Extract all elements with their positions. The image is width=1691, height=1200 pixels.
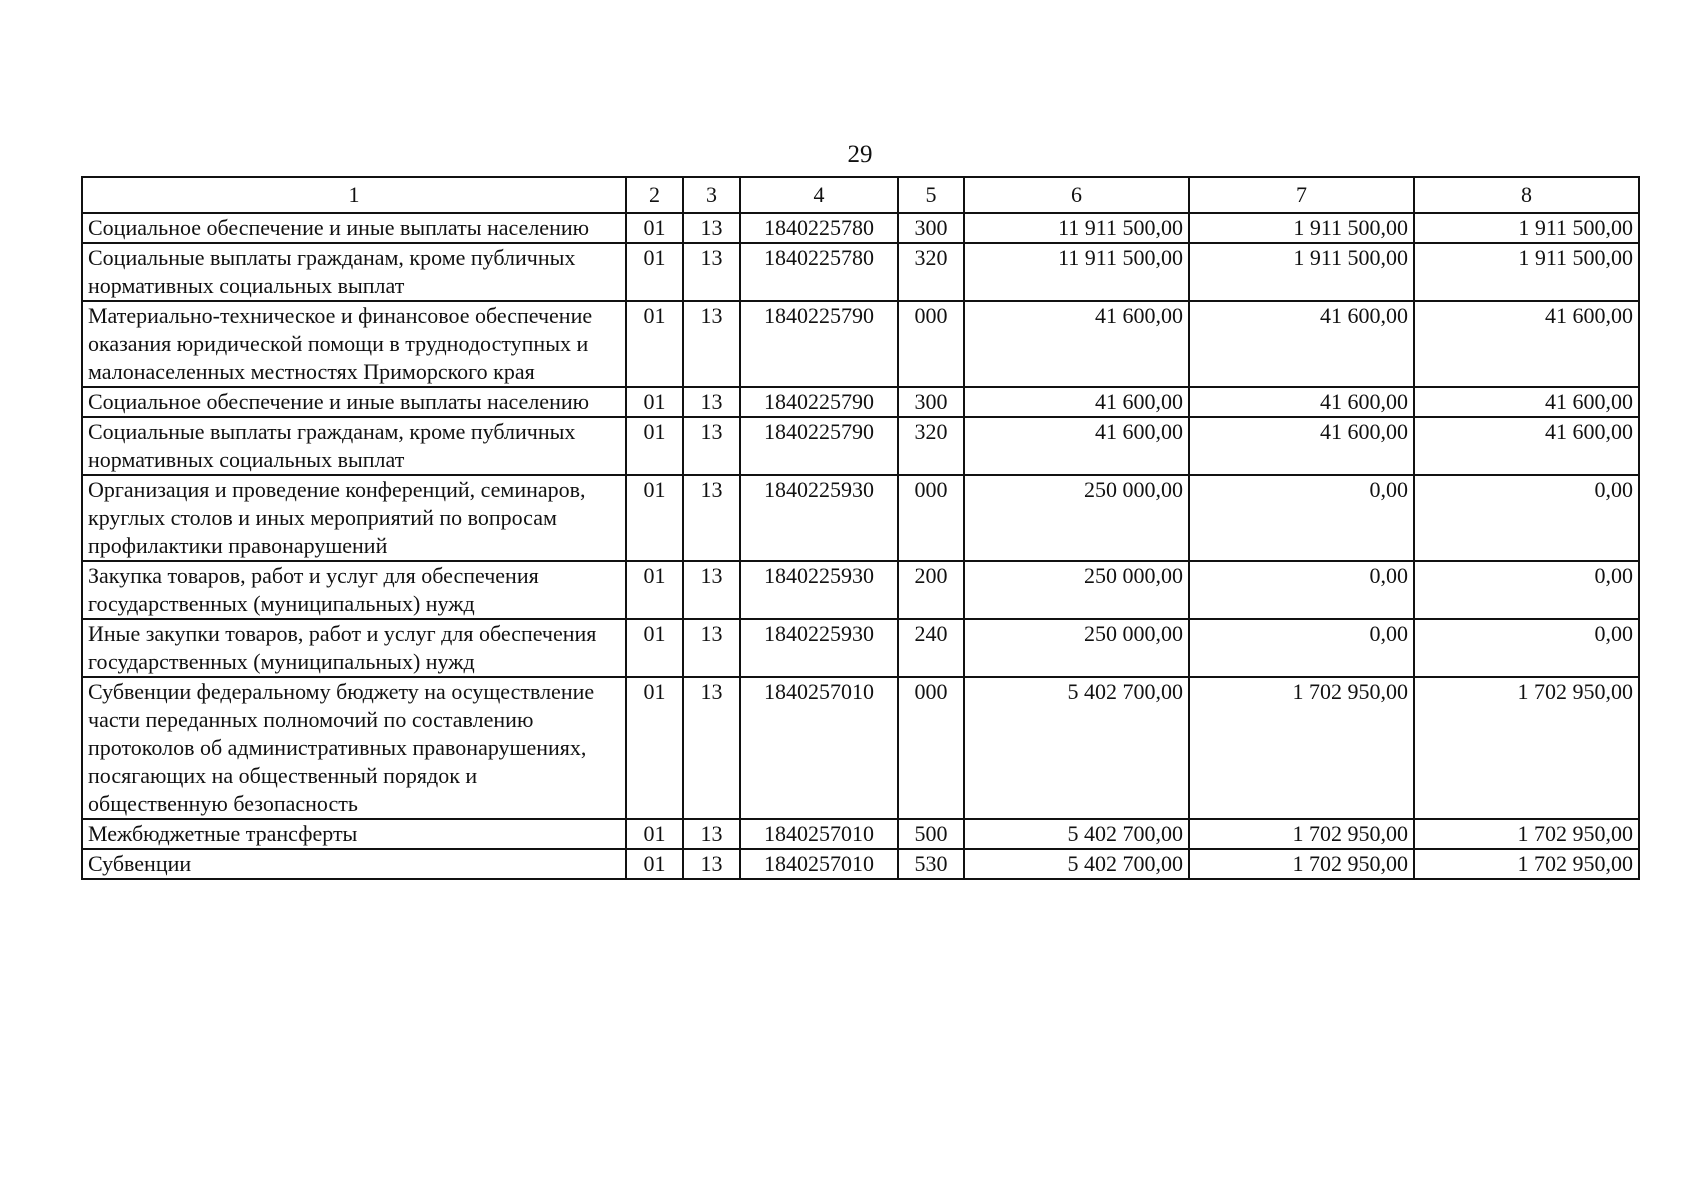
expense-type-code: 320 xyxy=(898,417,964,475)
table-row xyxy=(82,387,1639,417)
amount-col-7: 41 600,00 xyxy=(1189,417,1414,475)
row-name: Социальные выплаты гражданам, кроме публичных нормативных социальных выплат xyxy=(82,417,626,475)
section-code: 01 xyxy=(626,213,683,243)
section-code: 01 xyxy=(626,849,683,879)
budget-table xyxy=(81,176,1640,880)
row-name: Социальные выплаты гражданам, кроме публичных нормативных социальных выплат xyxy=(82,243,626,301)
section-code: 01 xyxy=(626,819,683,849)
amount-col-6: 41 600,00 xyxy=(964,301,1189,387)
table-row xyxy=(82,301,1639,387)
subsection-code: 13 xyxy=(683,475,740,561)
amount-col-6: 5 402 700,00 xyxy=(964,819,1189,849)
row-name: Иные закупки товаров, работ и услуг для обеспечения государственных (муниципальных) нужд xyxy=(82,619,626,677)
amount-col-7: 0,00 xyxy=(1189,619,1414,677)
column-header: 7 xyxy=(1189,177,1414,213)
expense-type-code: 000 xyxy=(898,301,964,387)
section-code: 01 xyxy=(626,619,683,677)
column-header: 3 xyxy=(683,177,740,213)
row-name: Социальное обеспечение и иные выплаты населению xyxy=(82,387,626,417)
amount-col-6: 5 402 700,00 xyxy=(964,677,1189,819)
table-row xyxy=(82,561,1639,619)
amount-col-8: 41 600,00 xyxy=(1414,301,1639,387)
amount-col-7: 41 600,00 xyxy=(1189,301,1414,387)
row-name: Организация и проведение конференций, семинаров, круглых столов и иных мероприятий по вопросам профилактики правонарушений xyxy=(82,475,626,561)
section-code: 01 xyxy=(626,677,683,819)
amount-col-7: 0,00 xyxy=(1189,475,1414,561)
section-code: 01 xyxy=(626,301,683,387)
amount-col-8: 0,00 xyxy=(1414,475,1639,561)
amount-col-6: 41 600,00 xyxy=(964,387,1189,417)
target-code: 1840257010 xyxy=(740,819,898,849)
expense-type-code: 300 xyxy=(898,387,964,417)
row-name: Межбюджетные трансферты xyxy=(82,819,626,849)
amount-col-6: 5 402 700,00 xyxy=(964,849,1189,879)
target-code: 1840225930 xyxy=(740,619,898,677)
subsection-code: 13 xyxy=(683,619,740,677)
subsection-code: 13 xyxy=(683,849,740,879)
amount-col-7: 41 600,00 xyxy=(1189,387,1414,417)
section-code: 01 xyxy=(626,417,683,475)
page-number: 29 xyxy=(847,141,873,168)
amount-col-7: 1 702 950,00 xyxy=(1189,677,1414,819)
row-name: Социальное обеспечение и иные выплаты населению xyxy=(82,213,626,243)
amount-col-8: 1 911 500,00 xyxy=(1414,213,1639,243)
amount-col-8: 0,00 xyxy=(1414,619,1639,677)
subsection-code: 13 xyxy=(683,243,740,301)
subsection-code: 13 xyxy=(683,301,740,387)
subsection-code: 13 xyxy=(683,561,740,619)
expense-type-code: 300 xyxy=(898,213,964,243)
section-code: 01 xyxy=(626,475,683,561)
column-header: 4 xyxy=(740,177,898,213)
subsection-code: 13 xyxy=(683,417,740,475)
amount-col-8: 41 600,00 xyxy=(1414,417,1639,475)
subsection-code: 13 xyxy=(683,819,740,849)
amount-col-6: 250 000,00 xyxy=(964,619,1189,677)
target-code: 1840225790 xyxy=(740,387,898,417)
row-name: Материально-техническое и финансовое обеспечение оказания юридической помощи в труднодоступных и малонаселенных местностях Приморского края xyxy=(82,301,626,387)
amount-col-6: 11 911 500,00 xyxy=(964,243,1189,301)
amount-col-7: 0,00 xyxy=(1189,561,1414,619)
target-code: 1840225930 xyxy=(740,475,898,561)
subsection-code: 13 xyxy=(683,387,740,417)
target-code: 1840257010 xyxy=(740,849,898,879)
target-code: 1840225930 xyxy=(740,561,898,619)
amount-col-6: 250 000,00 xyxy=(964,475,1189,561)
amount-col-8: 0,00 xyxy=(1414,561,1639,619)
table-row xyxy=(82,619,1639,677)
amount-col-8: 1 911 500,00 xyxy=(1414,243,1639,301)
amount-col-7: 1 911 500,00 xyxy=(1189,243,1414,301)
amount-col-7: 1 911 500,00 xyxy=(1189,213,1414,243)
expense-type-code: 000 xyxy=(898,677,964,819)
column-header: 2 xyxy=(626,177,683,213)
section-code: 01 xyxy=(626,561,683,619)
amount-col-6: 41 600,00 xyxy=(964,417,1189,475)
amount-col-8: 1 702 950,00 xyxy=(1414,849,1639,879)
target-code: 1840225790 xyxy=(740,301,898,387)
row-name: Закупка товаров, работ и услуг для обеспечения государственных (муниципальных) нужд xyxy=(82,561,626,619)
table-row xyxy=(82,849,1639,879)
amount-col-8: 41 600,00 xyxy=(1414,387,1639,417)
amount-col-7: 1 702 950,00 xyxy=(1189,849,1414,879)
row-name: Субвенции федеральному бюджету на осуществление части переданных полномочий по составлению протоколов об административных правонарушениях, посягающих на общественный порядок и общественную безопасность xyxy=(82,677,626,819)
column-header: 1 xyxy=(82,177,626,213)
table-row xyxy=(82,213,1639,243)
target-code: 1840225790 xyxy=(740,417,898,475)
target-code: 1840225780 xyxy=(740,213,898,243)
amount-col-6: 11 911 500,00 xyxy=(964,213,1189,243)
table-row xyxy=(82,417,1639,475)
table-row xyxy=(82,475,1639,561)
table-row xyxy=(82,677,1639,819)
column-header: 6 xyxy=(964,177,1189,213)
table-row xyxy=(82,819,1639,849)
target-code: 1840257010 xyxy=(740,677,898,819)
section-code: 01 xyxy=(626,387,683,417)
amount-col-7: 1 702 950,00 xyxy=(1189,819,1414,849)
amount-col-8: 1 702 950,00 xyxy=(1414,677,1639,819)
table-row xyxy=(82,243,1639,301)
amount-col-6: 250 000,00 xyxy=(964,561,1189,619)
expense-type-code: 320 xyxy=(898,243,964,301)
section-code: 01 xyxy=(626,243,683,301)
amount-col-8: 1 702 950,00 xyxy=(1414,819,1639,849)
expense-type-code: 200 xyxy=(898,561,964,619)
expense-type-code: 240 xyxy=(898,619,964,677)
target-code: 1840225780 xyxy=(740,243,898,301)
column-header: 8 xyxy=(1414,177,1639,213)
subsection-code: 13 xyxy=(683,677,740,819)
header-row xyxy=(82,177,1639,213)
subsection-code: 13 xyxy=(683,213,740,243)
column-header: 5 xyxy=(898,177,964,213)
row-name: Субвенции xyxy=(82,849,626,879)
expense-type-code: 000 xyxy=(898,475,964,561)
expense-type-code: 530 xyxy=(898,849,964,879)
expense-type-code: 500 xyxy=(898,819,964,849)
